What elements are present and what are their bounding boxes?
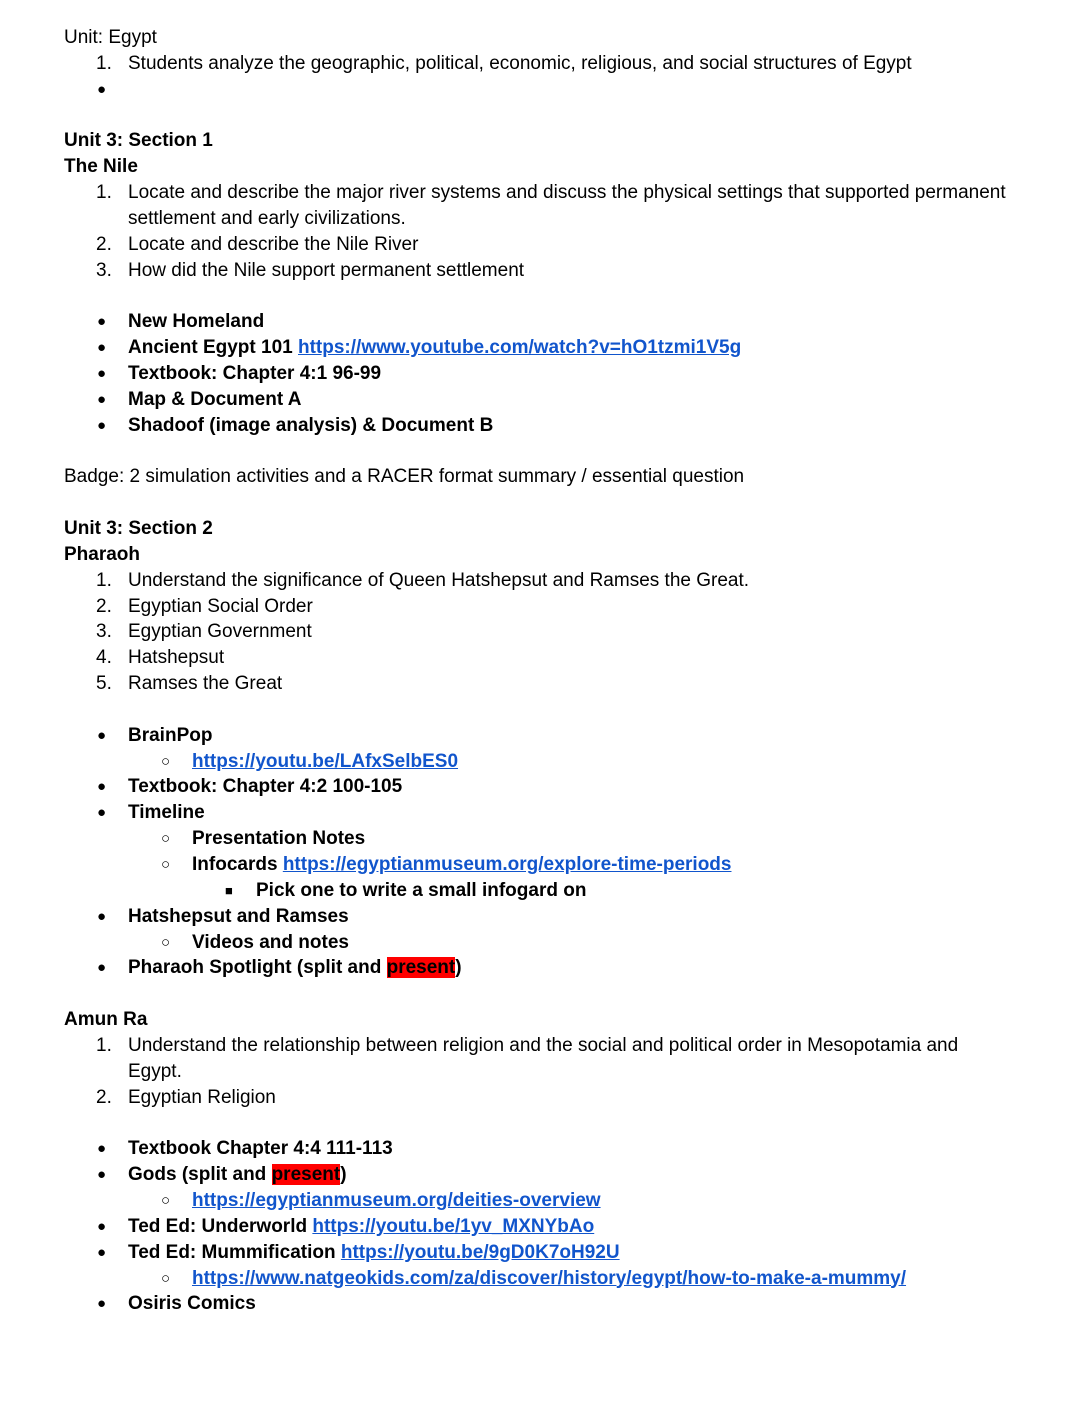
list-number: 2. [96,1086,112,1108]
brainpop-link[interactable]: https://youtu.be/LAfxSelbES0 [192,750,459,772]
list-subitem [64,826,1054,852]
deities-link[interactable]: https://egyptianmuseum.org/deities-overview [192,1189,601,1211]
item-text: Hatshepsut and Ramses [128,905,349,927]
closing-paren: ) [455,957,462,979]
document-page [64,25,1054,1317]
objective-text: Egyptian Social Order [128,595,313,617]
bullet-icon: ● [97,80,107,98]
section2-objective-4 [64,645,1054,671]
section3-title: Amun Ra [64,1009,148,1031]
list-item [64,387,1054,413]
highlighted-word: present [386,957,456,979]
bullet-icon: ● [97,1217,107,1235]
section1-objective-1 [64,180,1054,232]
unit-line: Unit: Egypt [64,27,157,48]
bullet-icon: ● [97,313,107,331]
section2-heading: Unit 3: Section 2 [64,518,213,540]
list-subsubitem [64,878,1054,904]
circle-bullet-icon: ○ [161,933,171,951]
bullet-icon: ● [97,959,107,977]
subitem-text [192,1266,906,1292]
list-number: 3. [96,621,112,643]
underworld-link[interactable]: https://youtu.be/1yv_MXNYbAo [312,1215,595,1237]
objective-text: Egyptian Government [128,621,312,643]
list-number: 1. [96,1034,112,1056]
bullet-icon: ● [97,907,107,925]
item-text: Timeline [128,802,205,824]
item-text: BrainPop [128,724,213,746]
item-text [128,1162,347,1188]
list-item [64,361,1054,387]
list-item [64,904,1054,930]
circle-bullet-icon: ○ [161,856,171,873]
section2-objective-2 [64,594,1054,620]
list-item [64,335,1054,361]
spotlight-text: Pharaoh Spotlight (split and [128,957,387,979]
subitem-text: Presentation Notes [192,828,366,850]
objective-text: How did the Nile support permanent settlement [128,259,525,281]
section3-objective-2 [64,1085,1054,1111]
bullet-icon: ● [97,1166,107,1184]
objective-text: Egyptian Religion [128,1086,276,1108]
item-text: New Homeland [128,311,265,333]
circle-bullet-icon: ○ [161,752,171,770]
item-label: Ted Ed: Underworld [128,1215,308,1237]
subsubitem-text: Pick one to write a small infogard on [256,879,587,901]
list-number: 2. [96,233,112,255]
objective-text: Hatshepsut [128,647,225,669]
highlighted-word: present [271,1164,341,1186]
item-text [128,1214,594,1240]
objective-text: Ramses the Great [128,673,283,695]
subitem-text: Videos and notes [192,931,349,953]
section1-objective-3 [64,258,1054,284]
bullet-icon: ● [97,804,107,822]
list-item [64,309,1054,335]
item-text: Textbook Chapter 4:4 111-113 [128,1138,393,1160]
section1-heading: Unit 3: Section 1 [64,130,213,152]
square-bullet-icon: ■ [225,882,233,898]
list-item [64,800,1054,826]
bullet-icon: ● [97,390,107,408]
empty-bullet-item [64,77,1054,103]
section1-objective-2 [64,232,1054,258]
list-subitem [64,1188,1054,1214]
bullet-icon: ● [97,416,107,434]
objective-text: Understand the significance of Queen Hatshepsut and Ramses the Great. [128,569,750,591]
section3-objective-1-cont [64,1059,1054,1085]
subitem-text [192,749,458,775]
infocards-link[interactable]: https://egyptianmuseum.org/explore-time-periods [282,854,732,875]
list-number: 1. [96,569,112,591]
circle-bullet-icon: ○ [161,830,171,848]
bullet-icon: ● [97,726,107,744]
bullet-icon: ● [97,1243,107,1261]
bullet-icon: ● [97,778,107,796]
mummification-link[interactable]: https://youtu.be/9gD0K7oH92U [340,1241,620,1263]
list-item [64,1162,1054,1188]
closing-paren: ) [340,1164,347,1186]
list-number: 1. [96,52,112,74]
intro-objective-1 [64,51,1054,77]
gods-text: Gods (split and [128,1164,272,1186]
item-text [128,335,741,361]
list-number: 5. [96,673,112,695]
subitem-text [192,852,731,878]
objective-text: Students analyze the geographic, political, economic, religious, and social structures of Egypt [128,52,912,74]
youtube-link[interactable]: https://www.youtube.com/watch?v=hO1tzmi1V5g [298,337,742,359]
list-item [64,413,1054,439]
list-subitem [64,852,1054,878]
objective-text: Egypt. [128,1060,182,1082]
objective-text: Understand the relationship between religion and the social and political order in Mesopotamia and [128,1034,959,1056]
item-text [128,955,462,981]
item-label: Ancient Egypt 101 [128,337,293,359]
section3-objective-1 [64,1033,1054,1059]
item-text [128,1240,620,1266]
list-item [64,955,1054,981]
objective-text: Locate and describe the Nile River [128,233,419,255]
bullet-icon: ● [97,364,107,382]
list-item [64,774,1054,800]
list-item [64,1136,1054,1162]
item-text: Textbook: Chapter 4:1 96-99 [128,362,382,384]
section2-title: Pharaoh [64,543,141,565]
bullet-icon: ● [97,339,107,357]
list-item [64,723,1054,749]
item-text: Osiris Comics [128,1293,256,1315]
section2-objective-3 [64,619,1054,645]
objective-text: Locate and describe the major river systems and discuss the physical settings that supported permanent settlement and early civilizations. [128,182,1006,229]
item-text: Shadoof (image analysis) & Document B [128,414,494,436]
section2-objective-1 [64,568,1054,594]
badge-line: Badge: 2 simulation activities and a RACER format summary / essential question [64,466,745,488]
bullet-icon: ● [97,1140,107,1158]
list-number: 2. [96,595,112,617]
list-subitem [64,1266,1054,1292]
list-number: 3. [96,259,112,281]
section2-objective-5 [64,671,1054,697]
section1-title: The Nile [64,156,138,178]
item-label: Ted Ed: Mummification [128,1241,336,1263]
subitem-text [192,1188,601,1214]
list-subitem [64,749,1054,775]
natgeo-link[interactable]: https://www.natgeokids.com/za/discover/history/egypt/how-to-make-a-mummy/ [192,1267,907,1289]
circle-bullet-icon: ○ [161,1269,171,1287]
circle-bullet-icon: ○ [161,1191,171,1209]
list-item [64,1214,1054,1240]
item-text: Textbook: Chapter 4:2 100-105 [128,776,403,798]
item-text: Map & Document A [128,388,302,410]
list-item [64,1240,1054,1266]
subitem-label: Infocards [192,854,278,875]
list-subitem [64,930,1054,956]
list-number: 4. [96,647,112,669]
bullet-icon: ● [97,1295,107,1313]
list-number: 1. [96,182,112,204]
list-item [64,1291,1054,1317]
